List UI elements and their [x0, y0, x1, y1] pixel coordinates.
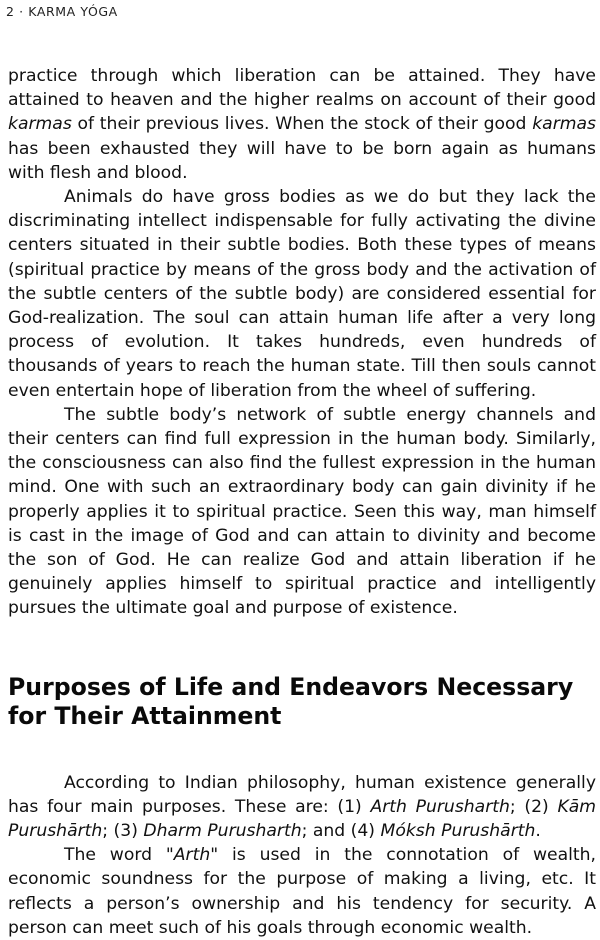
text-run: . [535, 821, 541, 842]
paragraph [8, 771, 596, 844]
text-run: ; and (4) [301, 821, 381, 842]
page-body [8, 64, 596, 940]
italic-term: Dharm Purusharth [143, 821, 302, 842]
text-run: ; (2) [509, 796, 558, 817]
text-run: practice through which liberation can be attained. They have attained to heaven and the higher realms on account of their good [8, 66, 596, 111]
italic-term: Arth Purusharth [370, 796, 510, 817]
paragraph [8, 64, 596, 185]
text-run: According to Indian philosophy, human existence generally has four main purposes. These are: (1) [8, 772, 596, 817]
running-head: 2 · KARMA YÓGA [6, 4, 118, 19]
italic-term: Arth [173, 845, 211, 866]
text-run: Animals do have gross bodies as we do but they lack the discriminating intellect indispensable for fully activating the divine centers situated in their subtle bodies. Both these types of means (spiritual practice by means of the gross body and the activation of the subtle centers of the subtle body) are considered essential for God-realization. The soul can attain human life after a very long process of evolution. It takes hundreds, even hundreds of thousands of years to reach the human state. Till then souls cannot even entertain hope of liberation from the wheel of suffering. [8, 187, 596, 401]
italic-term: Móksh Purushārth [380, 821, 536, 842]
text-run: The subtle body’s network of subtle energy channels and their centers can find full expression in the human body. Similarly, the consciousness can also find the fullest expression in the human mind. One with such an extraordinary body can gain divinity if he properly applies it to spiritual practice. Seen this way, man himself is cast in the image of God and can attain to divinity and become the son of God. He can realize God and attain liberation if he genuinely applies himself to spiritual practice and intelligently pursues the ultimate goal and purpose of existence. [8, 404, 596, 619]
text-run: The word " [64, 845, 174, 866]
section-heading: Purposes of Life and Endeavors Necessary for Their Attainment [8, 672, 574, 730]
paragraph [8, 843, 596, 940]
text-run: " is used in the connotation of wealth, economic soundness for the purpose of making a living, etc. It reflects a person’s ownership and his tendency for security. A person can meet such of his goals through economic wealth. [8, 845, 597, 938]
text-run: has been exhausted they will have to be born again as humans with flesh and blood. [8, 138, 596, 183]
italic-term: karmas [8, 114, 72, 135]
text-run: ; (3) [102, 821, 144, 842]
italic-term: karmas [532, 114, 596, 135]
text-run: of their previous lives. When the stock of their good [71, 114, 533, 135]
italic-term: Kām Purushārth [8, 796, 596, 842]
paragraph [8, 403, 596, 621]
paragraph [8, 185, 596, 403]
